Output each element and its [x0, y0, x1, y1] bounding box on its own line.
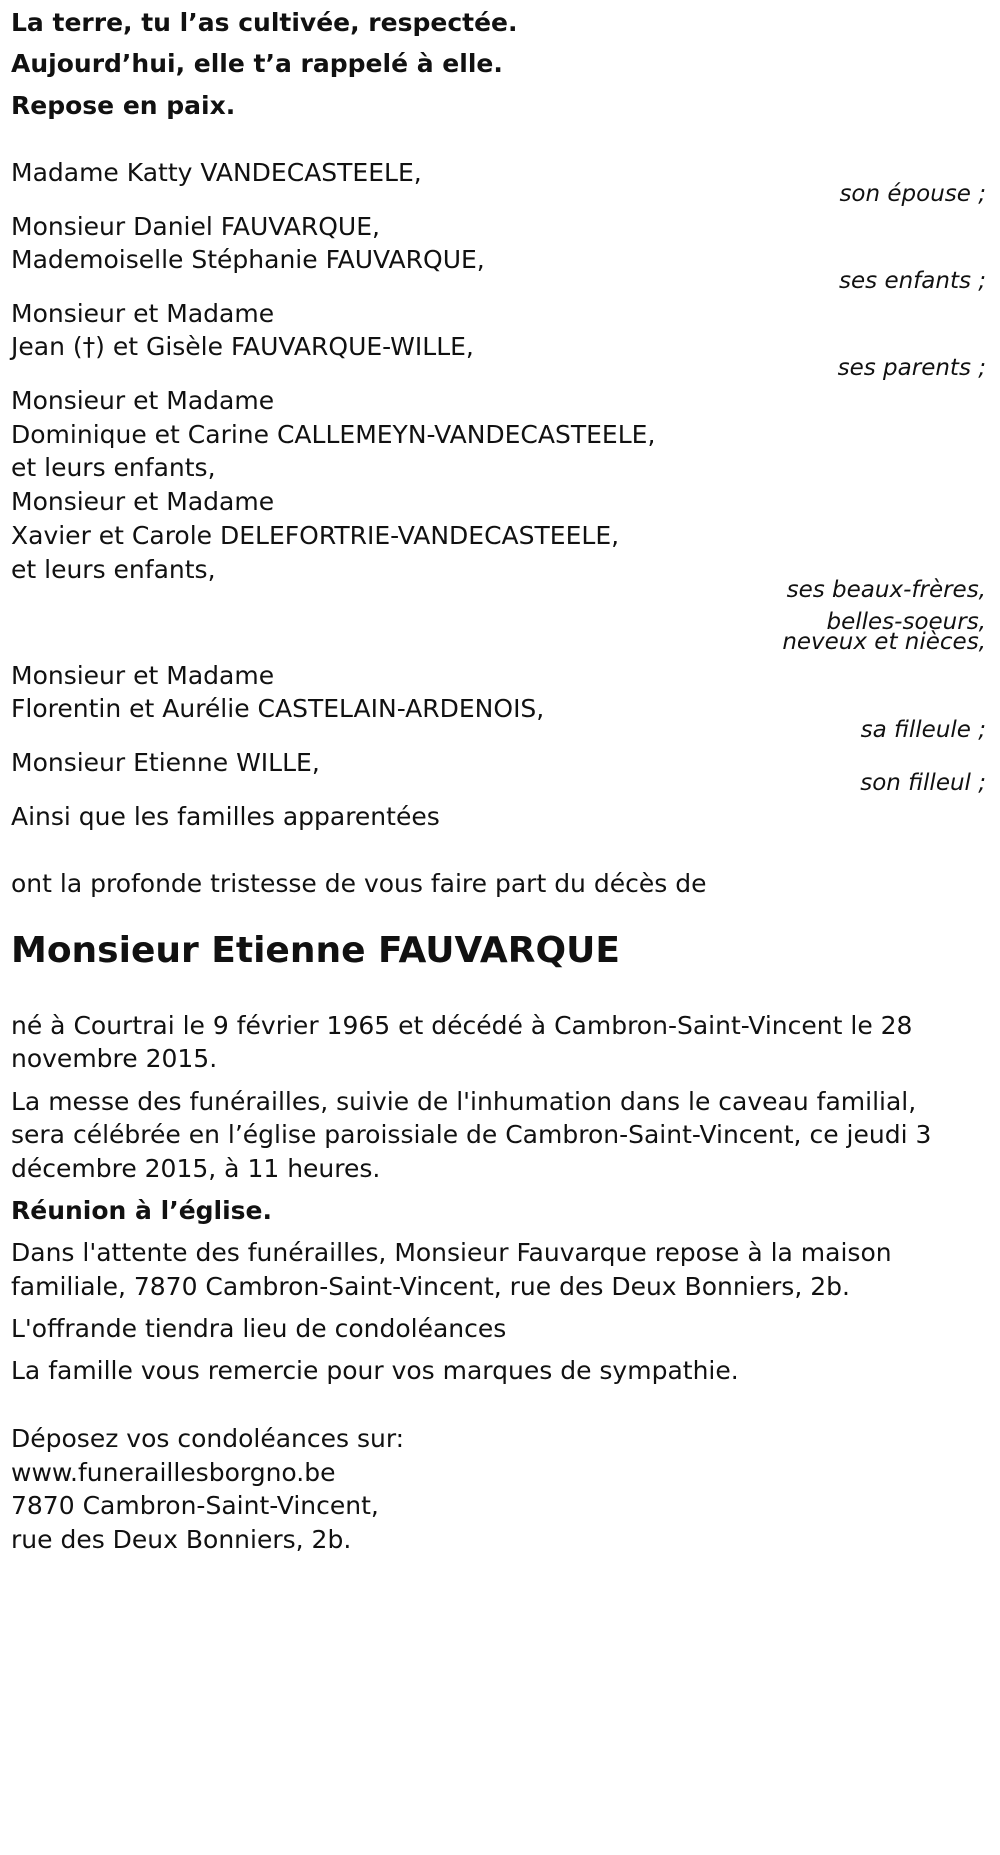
condolences-street: rue des Deux Bonniers, 2b. — [11, 1525, 352, 1554]
inlaws-line-1: Monsieur et Madame — [11, 386, 275, 415]
poem-line-1: La terre, tu l’as cultivée, respectée. — [11, 8, 518, 37]
announcement-text: ont la profonde tristesse de vous faire part du décès de — [11, 869, 707, 898]
poem-line-3: Repose en paix. — [11, 91, 236, 120]
children-relation: ses enfants ; — [839, 268, 986, 294]
birth-line-2: novembre 2015. — [11, 1044, 218, 1073]
rest-line-1: Dans l'attente des funérailles, Monsieur Fauvarque repose à la maison — [11, 1238, 892, 1267]
parents-line-2: Jean (†) et Gisèle FAUVARQUE-WILLE, — [11, 332, 474, 361]
mass-line-1: La messe des funérailles, suivie de l'inhumation dans le caveau familial, — [11, 1087, 917, 1116]
birth-line-1: né à Courtrai le 9 février 1965 et décédé à Cambron-Saint-Vincent le 28 — [11, 1011, 913, 1040]
godson-relation: son filleul ; — [860, 770, 986, 796]
goddaughter-relation: sa filleule ; — [860, 717, 986, 743]
meeting-note: Réunion à l’église. — [11, 1196, 273, 1225]
inlaws-line-6: et leurs enfants, — [11, 555, 216, 584]
inlaws-relation-3: neveux et nièces, — [782, 629, 986, 655]
condolences-city: 7870 Cambron-Saint-Vincent, — [11, 1491, 379, 1520]
parents-line-1: Monsieur et Madame — [11, 299, 275, 328]
child-name-2: Mademoiselle Stéphanie FAUVARQUE, — [11, 245, 485, 274]
goddaughter-line-1: Monsieur et Madame — [11, 661, 275, 690]
godson-name: Monsieur Etienne WILLE, — [11, 748, 320, 777]
offering-note: L'offrande tiendra lieu de condoléances — [11, 1314, 507, 1343]
inlaws-line-4: Monsieur et Madame — [11, 487, 275, 516]
condolences-website: www.funeraillesborgno.be — [11, 1458, 336, 1487]
spouse-name: Madame Katty VANDECASTEELE, — [11, 158, 422, 187]
inlaws-line-5: Xavier et Carole DELEFORTRIE-VANDECASTEELE, — [11, 521, 620, 550]
inlaws-relation-1: ses beaux-frères, — [786, 577, 986, 603]
deceased-name: Monsieur Etienne FAUVARQUE — [11, 930, 620, 971]
condolences-line-1: Déposez vos condoléances sur: — [11, 1424, 405, 1453]
inlaws-relation-2: belles-soeurs, — [826, 609, 986, 635]
mass-line-3: décembre 2015, à 11 heures. — [11, 1154, 381, 1183]
inlaws-line-2: Dominique et Carine CALLEMEYN-VANDECASTEELE, — [11, 420, 656, 449]
child-name-1: Monsieur Daniel FAUVARQUE, — [11, 212, 380, 241]
goddaughter-line-2: Florentin et Aurélie CASTELAIN-ARDENOIS, — [11, 694, 545, 723]
thanks-note: La famille vous remercie pour vos marques de sympathie. — [11, 1356, 739, 1385]
parents-relation: ses parents ; — [837, 355, 986, 381]
mass-line-2: sera célébrée en l’église paroissiale de Cambron-Saint-Vincent, ce jeudi 3 — [11, 1120, 932, 1149]
inlaws-line-3: et leurs enfants, — [11, 453, 216, 482]
poem-line-2: Aujourd’hui, elle t’a rappelé à elle. — [11, 49, 503, 78]
related-families: Ainsi que les familles apparentées — [11, 802, 440, 831]
spouse-relation: son épouse ; — [839, 181, 986, 207]
rest-line-2: familiale, 7870 Cambron-Saint-Vincent, rue des Deux Bonniers, 2b. — [11, 1272, 850, 1301]
